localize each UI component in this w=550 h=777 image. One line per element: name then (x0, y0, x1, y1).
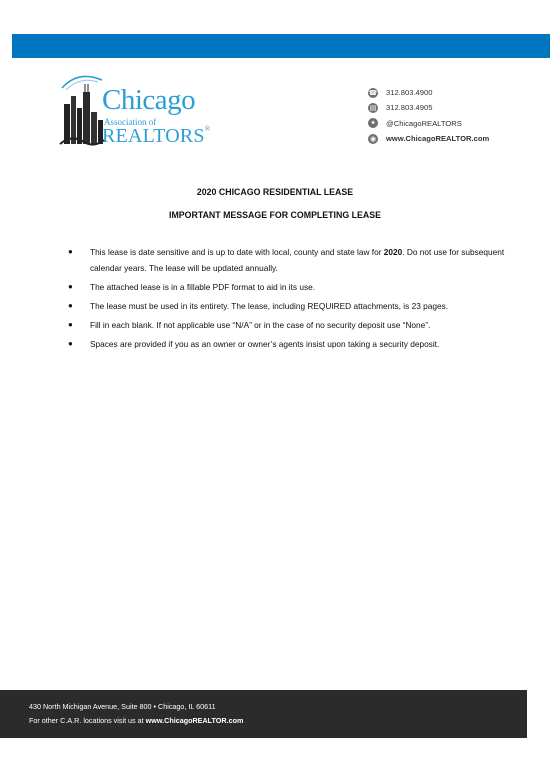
footer-address: 430 North Michigan Avenue, Suite 800 • Chicago, IL 60611 (29, 702, 216, 711)
bullet-dot-icon: ● (68, 247, 73, 256)
list-item (68, 244, 518, 276)
chicago-realtors-logo (58, 74, 218, 148)
phone-icon: ☎ (368, 88, 378, 97)
website-link[interactable]: www.ChicagoREALTOR.com (386, 134, 490, 144)
top-blue-bar (0, 34, 550, 58)
bullet-dot-icon: ● (68, 282, 73, 291)
bullet-1-text: This lease is date sensitive and is up to date with local, county and state law for (90, 247, 384, 257)
page-footer (0, 690, 550, 738)
contact-phone-row (368, 86, 538, 99)
instructions-list (68, 244, 518, 355)
footer-website-link[interactable]: www.ChicagoREALTOR.com (145, 716, 244, 725)
bullet-dot-icon: ● (68, 339, 73, 348)
logo-chicago-text: Chicago (102, 84, 196, 116)
list-item (68, 279, 518, 295)
footer-locations-text: For other C.A.R. locations visit us at (29, 716, 146, 725)
top-banner (0, 0, 550, 58)
list-item (68, 317, 518, 333)
top-bar-notch (0, 34, 12, 58)
contact-block (368, 86, 538, 148)
fax-icon: ▤ (369, 103, 377, 112)
phone-number: 312.803.4900 (386, 88, 433, 97)
footer-dark-band (0, 690, 527, 738)
logo-realtors-text: REALTORS® (102, 125, 211, 147)
contact-social-row (368, 117, 538, 130)
logo-association-text: Association of (104, 117, 157, 127)
social-handle[interactable]: @ChicagoREALTORS (386, 118, 462, 128)
bullet-4-text: Fill in each blank. If not applicable use “N/A” or in the case of no security deposit use “None”. (90, 320, 431, 330)
list-item (68, 336, 518, 352)
bullet-dot-icon: ● (68, 301, 73, 310)
bullet-2-text: The attached lease is in a fillable PDF format to aid in its use. (90, 282, 316, 292)
bullet-dot-icon: ● (68, 320, 73, 329)
document-title: 2020 CHICAGO RESIDENTIAL LEASE (196, 187, 354, 197)
bullet-1-year: 2020 (383, 247, 403, 257)
fax-number: 312.803.4905 (386, 103, 433, 113)
contact-fax-row (368, 101, 538, 114)
contact-web-row (368, 132, 538, 145)
list-item (68, 298, 518, 314)
document-subtitle: IMPORTANT MESSAGE FOR COMPLETING LEASE (169, 210, 381, 220)
bullet-3-text: The lease must be used in its entirety. The lease, including REQUIRED attachments, is 23 pages. (90, 301, 449, 311)
web-icon: ◉ (369, 134, 377, 143)
bullet-1-text-end: . Do not use for subsequent calendar years. The lease will be updated annually. (90, 247, 505, 273)
bullet-5-text: Spaces are provided if you as an owner or owner’s agents insist upon taking a security deposit. (90, 339, 440, 349)
footer-locations (29, 716, 243, 725)
twitter-icon: ✦ (368, 118, 378, 128)
